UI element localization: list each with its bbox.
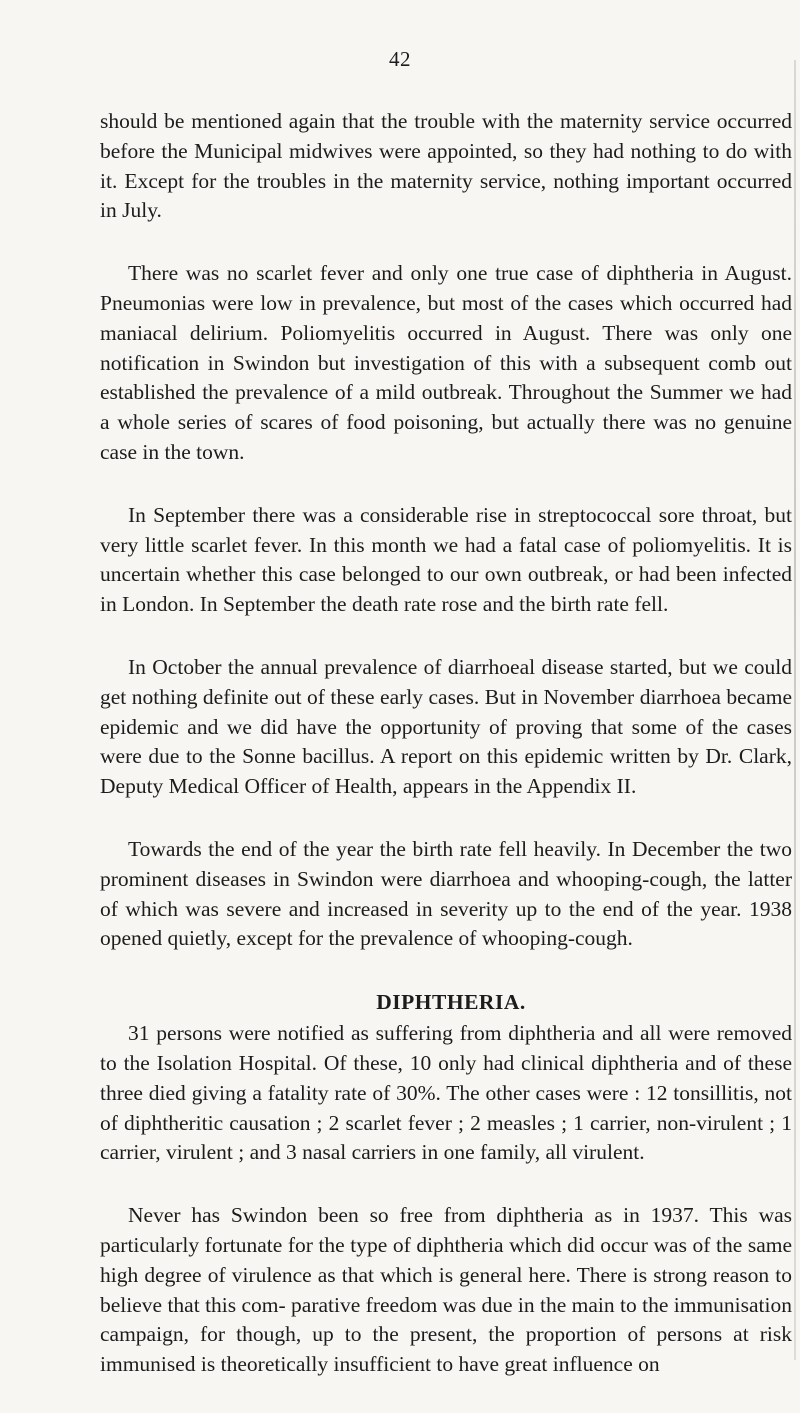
- paragraph-text: In September there was a considerable rise in streptococcal sore throat, but very little scarlet fever. In this month we had a fatal case of poliomyelitis. It is uncertain whether this case belonged to our own outbreak, or had been infected in London. In September the death rate rose and the birth rate fell.: [100, 502, 792, 617]
- paragraph-text: 31 persons were notified as suffering from diphtheria and all were removed to the Isolation Hospital. Of these, 10 only had clinical diphtheria and of these three died giving a fatality rate of 30%. The other cases were : 12 tonsillitis, not of diphtheritic causation ; 2 scarlet fever ; 2 measles ; 1 carrier, non-virulent ; 1 carrier, virulent ; and 3 nasal carriers in one family, all virulent.: [100, 1021, 792, 1165]
- paragraph-text: In October the annual prevalence of diarrhoeal disease started, but we could get nothing definite out of these early cases. But in November diarrhoea became epidemic and we did have the opportunity of proving that some of the cases were due to the Sonne bacillus. A report on this epidemic written by Dr. Clark, Deputy Medical Officer of Health, appears in the Appendix II.: [100, 654, 792, 799]
- page-number: 42: [389, 47, 411, 71]
- paragraph-august: [100, 259, 792, 468]
- section-heading-diphtheria: DIPHTHERIA.: [376, 990, 526, 1015]
- paragraph-september: [100, 501, 792, 620]
- document-body: [100, 107, 792, 1413]
- paragraph-text: There was no scarlet fever and only one true case of diphtheria in August. Pneumonias were low in prevalence, but most of the cases which occurred had maniacal delirium. Poliomyelitis occurred in August. There was only one notification in Swindon but investigation of this with a subsequent comb out established the prevalence of a mild outbreak. Throughout the Summer we had a whole series of scares of food poisoning, but actually there was no genuine case in the town.: [100, 261, 792, 464]
- page-edge-shadow: [794, 60, 796, 1360]
- paragraph-december: [100, 835, 792, 954]
- paragraph-text: should be mentioned again that the trouble with the maternity service occurred before the Municipal midwives were appointed, so they had nothing to do with it. Except for the troubles in the maternity service, nothing important occurred in July.: [100, 109, 792, 223]
- paragraph-july: [100, 107, 792, 226]
- paragraph-text: Never has Swindon been so free from diphtheria as in 1937. This was particularly fortunate for the type of diphtheria which did occur was of the same high degree of virulence as that which is general here. There is strong reason to believe that this com- parative freedom was due in the main to the immunisation campaign, for though, up to the present, the proportion of persons at risk immunised is theoretically insufficient to have great influence on: [100, 1203, 792, 1377]
- paragraph-diphtheria-immunisation: [100, 1201, 792, 1380]
- paragraph-diphtheria-notifications: [100, 1019, 792, 1168]
- paragraph-text: Towards the end of the year the birth rate fell heavily. In December the two prominent diseases in Swindon were diarrhoea and whooping-cough, the latter of which was severe and increased in severity up to the end of the year. 1938 opened quietly, except for the prevalence of whooping-cough.: [100, 836, 792, 951]
- paragraph-october-november: [100, 653, 792, 802]
